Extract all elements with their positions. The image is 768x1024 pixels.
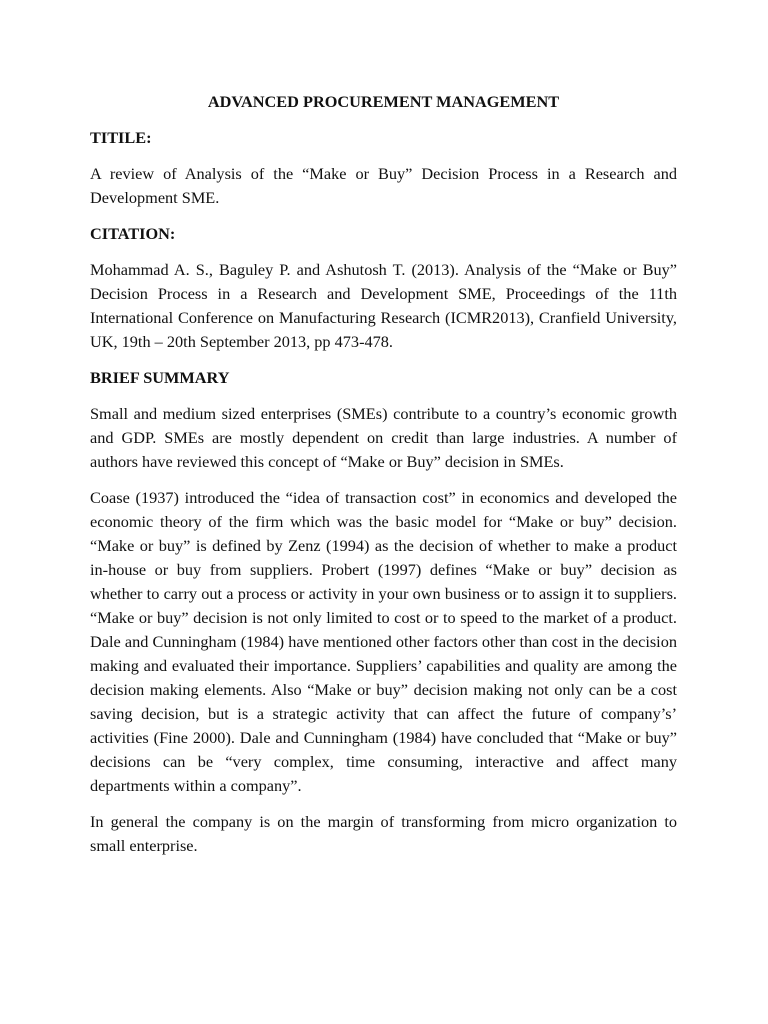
- document-title: ADVANCED PROCUREMENT MANAGEMENT: [207, 92, 560, 111]
- citation-text: Mohammad A. S., Baguley P. and Ashutosh T. (2013). Analysis of the “Make or Buy” Decision Process in a Research and Development SME, Proceedings of the 11th International Conference on Manufacturing Research (ICMR2013), Cranfield University, UK, 19th – 20th September 2013, pp 473-478.: [90, 260, 677, 351]
- summary-paragraph-2: Coase (1937) introduced the “idea of transaction cost” in economics and developed the economic theory of the firm which was the basic model for “Make or buy” decision. “Make or buy” is defined by Zenz (1994) as the decision of whether to make a product in-house or buy from suppliers. Probert (1997) defines “Make or buy” decision as whether to carry out a process or activity in your own business or to assign it to suppliers. “Make or buy” decision is not only limited to cost or to speed to the market of a product. Dale and Cunningham (1984) have mentioned other factors other than cost in the decision making and evaluated their importance. Suppliers’ capabilities and quality are among the decision making elements. Also “Make or buy” decision making not only can be a cost saving decision, but is a strategic activity that can affect the future of company’s’ activities (Fine 2000). Dale and Cunningham (1984) have concluded that “Make or buy” decisions can be “very complex, time consuming, interactive and affect many departments within a company”.: [90, 488, 677, 795]
- summary-paragraph-3: In general the company is on the margin of transforming from micro organization to small enterprise.: [90, 812, 677, 855]
- title-heading: TITILE:: [90, 128, 152, 147]
- summary-paragraph-1: Small and medium sized enterprises (SMEs) contribute to a country’s economic growth and GDP. SMEs are mostly dependent on credit than large industries. A number of authors have reviewed this concept of “Make or Buy” decision in SMEs.: [90, 404, 677, 471]
- summary-heading: BRIEF SUMMARY: [90, 368, 230, 387]
- citation-heading: CITATION:: [90, 224, 176, 243]
- title-text: A review of Analysis of the “Make or Buy” Decision Process in a Research and Development SME.: [90, 164, 677, 207]
- document-page: [90, 90, 677, 870]
